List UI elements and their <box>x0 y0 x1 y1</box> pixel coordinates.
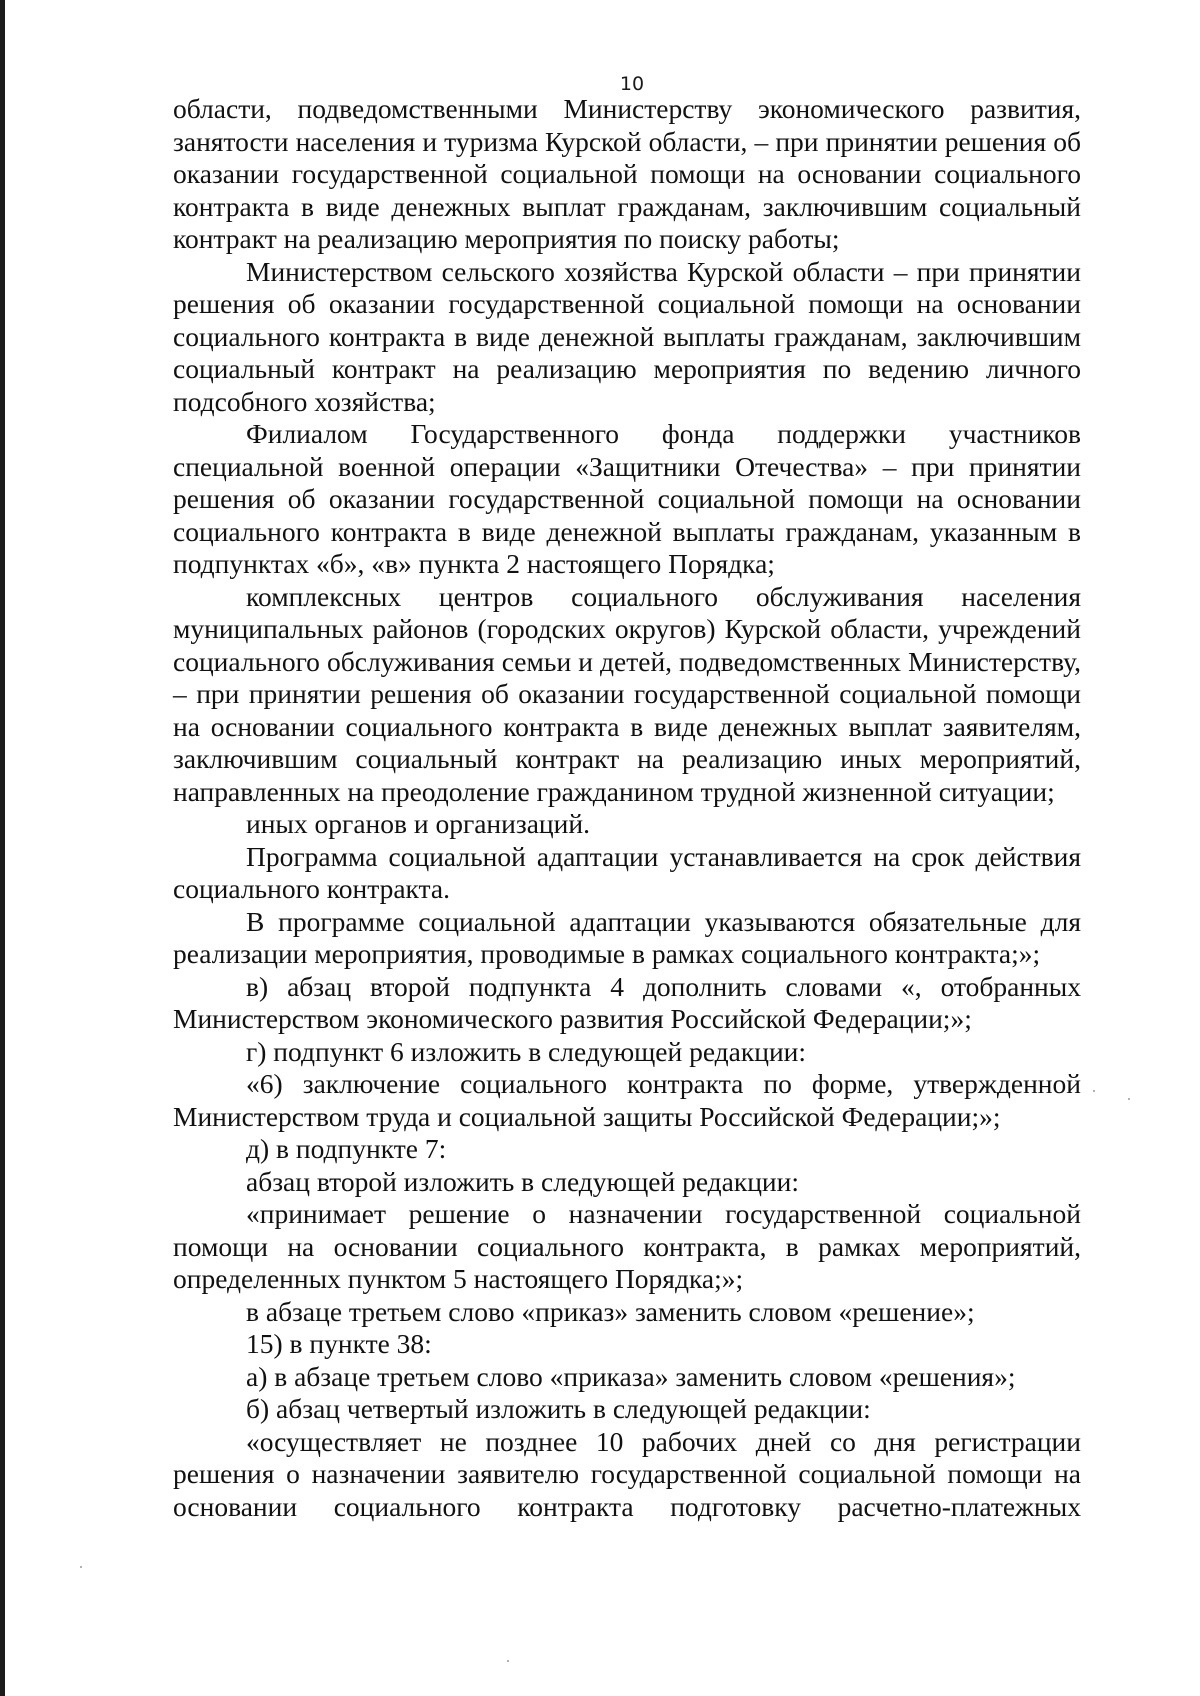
scan-edge <box>0 0 5 1696</box>
scan-speck <box>1093 1090 1095 1092</box>
paragraph: б) абзац четвертый изложить в следующей редакции: <box>246 1393 871 1424</box>
paragraph: а) в абзаце третьем слово «приказа» заменить словом «решения»; <box>246 1360 1016 1392</box>
paragraph: Филиалом Государственного фонда поддержки участников специальной военной операции «Защитники Отечества» – при принятии решения об оказании государственной социальной помощи на основании социального контракта в виде денежной выплаты гражданам, указанным в подпунктах «б», «в» пункта 2 настоящего Порядка; <box>173 418 1081 579</box>
paragraph: области, подведомственными Министерству экономического развития, занятости населения и туризма Курской области, – при принятии решения об оказании государственной социальной помощи на основании социального контракта в виде денежных выплат гражданам, заключившим социальный контракт на реализацию мероприятия по поиску работы; <box>173 93 1081 254</box>
scan-speck <box>80 1566 82 1568</box>
page-number: 10 <box>619 73 645 95</box>
paragraph: В программе социальной адаптации указываются обязательные для реализации мероприятия, проводимые в рамках социального контракта;»; <box>173 905 1081 969</box>
paragraph: 15) в пункте 38: <box>246 1328 432 1359</box>
paragraph: Министерством сельского хозяйства Курской области – при принятии решения об оказании государственной социальной помощи на основании социального контракта в виде денежной выплаты гражданам, заключившим социальный контракт на реализацию мероприятия по ведению личного подсобного хозяйства; <box>173 255 1081 417</box>
scan-speck <box>1128 1098 1130 1100</box>
paragraph: комплексных центров социального обслуживания населения муниципальных районов (городских округов) Курской области, учреждений социального обслуживания семьи и детей, подведомственных Министерству, – при принятии решения об оказании государственной социальной помощи на основании социального контракта в виде денежных выплат заявителям, заключившим социальный контракт на реализацию иных мероприятий, направленных на преодоление гражданином трудной жизненной ситуации; <box>173 580 1081 807</box>
document-body <box>173 93 1081 1523</box>
paragraph: г) подпункт 6 изложить в следующей редакции: <box>246 1035 807 1067</box>
paragraph: «принимает решение о назначении государственной социальной помощи на основании социального контракта, в рамках мероприятий, определенных пунктом 5 настоящего Порядка;»; <box>173 1198 1081 1294</box>
paragraph: в) абзац второй подпункта 4 дополнить словами «, отобранных Министерством экономического развития Российской Федерации;»; <box>173 970 1081 1034</box>
paragraph: иных органов и организаций. <box>246 808 590 839</box>
paragraph: «осуществляет не позднее 10 рабочих дней со дня регистрации решения о назначении заявителю государственной социальной помощи на основании социального контракта подготовку расчетно-платежных <box>173 1425 1081 1522</box>
paragraph: абзац второй изложить в следующей редакции: <box>246 1165 800 1197</box>
paragraph: в абзаце третьем слово «приказ» заменить словом «решение»; <box>246 1295 975 1327</box>
paragraph: д) в подпункте 7: <box>246 1133 447 1164</box>
scan-speck <box>507 1660 509 1662</box>
paragraph: Программа социальной адаптации устанавливается на срок действия социального контракта. <box>173 840 1081 904</box>
paragraph: «6) заключение социального контракта по форме, утвержденной Министерством труда и социальной защиты Российской Федерации;»; <box>173 1068 1081 1132</box>
